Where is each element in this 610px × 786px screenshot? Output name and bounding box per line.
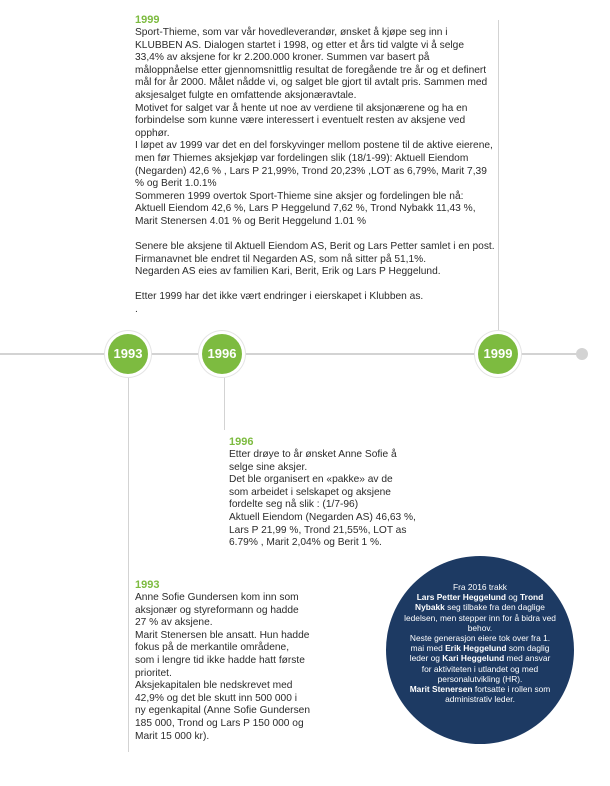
section-1993-line: Marit 15 000 kr).	[135, 730, 210, 742]
year-marker-1993: 1993	[108, 334, 148, 374]
info-circle-2016	[386, 556, 574, 744]
section-1993-line: 27 % av aksjene.	[135, 617, 213, 629]
section-1993-line: Marit Stenersen ble ansatt. Hun hadde	[135, 629, 310, 641]
section-1993-line: Aksjekapitalen ble nedskrevet med	[135, 680, 293, 692]
circle-name-trond: Trond Nybakk	[415, 592, 544, 613]
section-1999-trailing-dot: .	[135, 304, 138, 316]
connector-1993	[128, 374, 129, 752]
circle-paragraph-2	[404, 633, 556, 684]
section-1996-line: som arbeidet i selskapet og aksjene	[229, 486, 391, 498]
section-1996-heading: 1996	[229, 436, 254, 448]
section-1999-paragraph: Negarden AS eies av familien Kari, Berit, Erik og Lars P Heggelund.	[135, 266, 441, 278]
circle-text: Neste generasjon eiere tok over fra 1. mai med	[409, 633, 551, 654]
section-1999-paragraph: Etter 1999 har det ikke vært endringer i eierskapet i Klubben as.	[135, 291, 424, 303]
section-1996-line: Lars P 21,99 %, Trond 21,55%, LOT as	[229, 524, 407, 536]
section-1999-heading: 1999	[135, 14, 160, 26]
section-1996-line: Aktuell Eiendom (Negarden AS) 46,63 %,	[229, 511, 416, 523]
section-1993-line: 185 000, Trond og Lars P 150 000 og	[135, 717, 304, 729]
section-1996	[229, 436, 419, 550]
year-marker-1996: 1996	[202, 334, 242, 374]
connector-1999	[498, 20, 499, 340]
timeline-end-dot	[576, 348, 588, 360]
section-1996-line: fordelte seg nå slik : (1/7-96)	[229, 499, 359, 511]
section-1993-line: ny egenkapital (Anne Sofie Gundersen	[135, 705, 311, 717]
section-1999-paragraph: Sommeren 1999 overtok Sport-Thieme sine aksjer og fordelingen ble nå: Aktuell Eiendom 42,6 %, Lars P Heggelund 7,62 %, Trond Nybakk 11,43 %, Marit Stenersen 4.01 % og Berit Heggelund 1.01 %	[135, 190, 476, 227]
section-1996-line: selge sine aksjer.	[229, 461, 308, 473]
section-1993-heading: 1993	[135, 579, 160, 591]
circle-intro: Fra 2016 trakk	[453, 582, 507, 592]
section-1996-line: Etter drøye to år ønsket Anne Sofie å	[229, 449, 397, 460]
circle-name-marit: Marit Stenersen	[409, 684, 473, 695]
circle-text: med ansvar for aktiviteten i utlandet og med personalutvikling (HR).	[421, 653, 551, 684]
circle-name-kari: Kari Heggelund	[442, 653, 505, 664]
section-1993-line: 42,9% og det ble skutt inn 500 000 i	[135, 692, 297, 704]
section-1999	[135, 14, 495, 317]
circle-paragraph-1	[404, 592, 556, 633]
circle-name-lars-petter: Lars Petter Heggelund	[416, 592, 507, 603]
circle-paragraph-3	[404, 684, 556, 704]
section-1999-paragraph: Motivet for salget var å hente ut noe av verdiene til aksjonærene og ha en forbindelse som kunne være interessert i eventuelt resten av aksjene ved opphør.	[135, 102, 468, 139]
connector-1996	[224, 374, 225, 430]
circle-text: fortsatte i rollen som administrativ leder.	[445, 684, 551, 705]
section-1999-paragraph: Senere ble aksjene til Aktuell Eiendom AS, Berit og Lars Petter samlet i en post.	[135, 241, 495, 253]
circle-name-erik: Erik Heggelund	[445, 643, 507, 654]
section-1993-line: aksjonær og styreformann og hadde	[135, 604, 299, 616]
circle-text: seg tilbake fra den daglige ledelsen, men stepper inn for å bidra ved behov.	[404, 602, 556, 633]
section-1999-paragraph: Sport-Thieme, som var vår hovedleverandør, ønsket å kjøpe seg inn i KLUBBEN AS. Dialogen startet i 1998, og etter et års tid valgte vi å selge 33,4% av aksjene for kr 2.200.000 kroner. Summen var basert på måloppnåelse etter gjennomsnittlig resultat de foregående tre år og et definert mål for år 2000. Målet nådde vi, og salget ble gjort til avtalt pris. Sammen med aksjesalget fulgte en omfattende aksjonæravtale.	[135, 27, 488, 101]
circle-text: som daglig leder og	[409, 643, 550, 664]
section-1999-paragraph: Firmanavnet ble endret til Negarden AS, som nå sitter på 51,1%.	[135, 253, 427, 265]
section-1996-line: Det ble organisert en «pakke» av de	[229, 474, 393, 486]
section-1993-line: prioritet.	[135, 667, 172, 679]
section-1993-line: fokus på de merkantile områdene,	[135, 642, 290, 654]
year-marker-1999: 1999	[478, 334, 518, 374]
section-1999-paragraph: I løpet av 1999 var det en del forskyvinger mellom postene til de aktive eierene, men før Thiemes aksjekjøp var fordelingen slik (18/1-99): Aktuell Eiendom (Negarden) 42,6 % , Lars P 21,99%, Trond 20,23% ,LOT as 6,79%, Marit 7,39 % og Berit 1.0.1%	[135, 140, 493, 190]
circle-text: og	[506, 592, 518, 603]
section-1993	[135, 579, 325, 743]
section-1993-line: som i lengre tid ikke hadde hatt første	[135, 654, 305, 666]
section-1993-line: Anne Sofie Gundersen kom inn som	[135, 592, 299, 603]
section-1996-line: 6.79% , Marit 2,04% og Berit 1 %.	[229, 537, 382, 549]
